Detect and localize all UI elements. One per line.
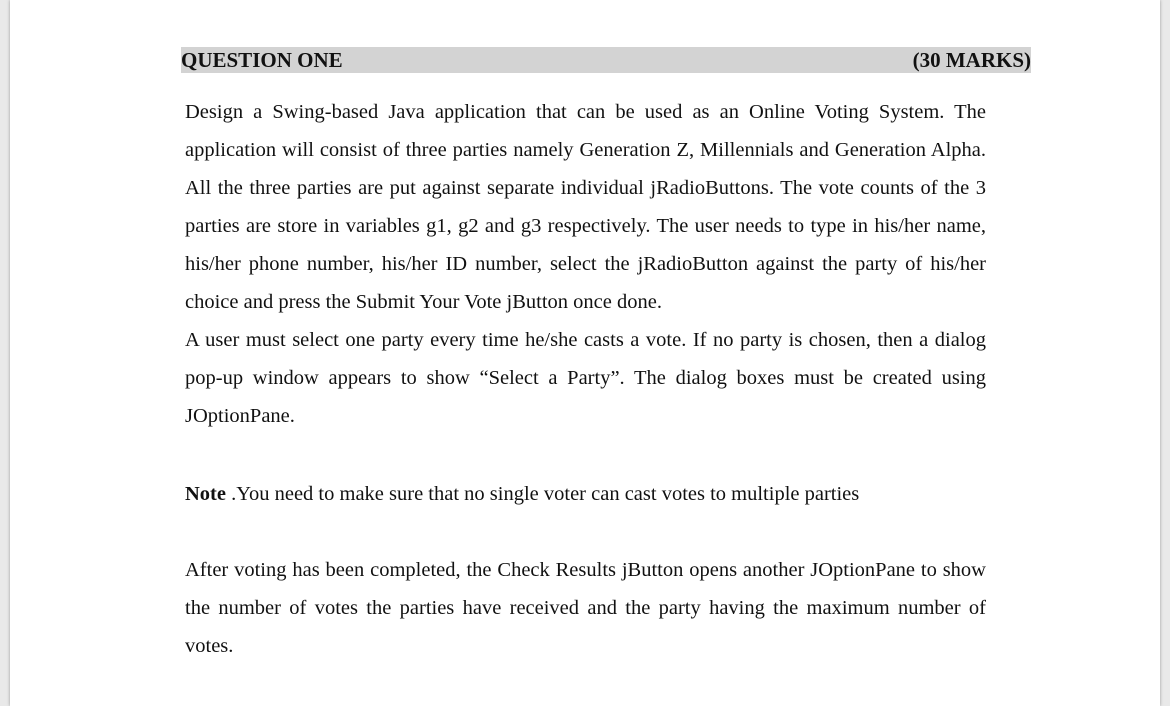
question-header [181,47,1031,73]
document-page [10,0,1160,706]
paragraph-results: After voting has been completed, the Check Results jButton opens another JOptionPane to show the number of votes the parties have received and the party having the maximum number of votes. [185,559,986,657]
note-paragraph [185,475,986,513]
question-title: QUESTION ONE [181,48,343,72]
paragraph-requirement: A user must select one party every time he/she casts a vote. If no party is chosen, then a dialog pop-up window appears to show “Select a Party”. The dialog boxes must be created using JOptionPane. [185,329,986,427]
question-marks: (30 MARKS) [912,48,1031,72]
paragraph-description: Design a Swing-based Java application that can be used as an Online Voting System. The application will consist of three parties namely Generation Z, Millennials and Generation Alpha. All the three parties are put against separate individual jRadioButtons. The vote counts of the 3 parties are store in variables g1, g2 and g3 respectively. The user needs to type in his/her name, his/her phone number, his/her ID number, select the jRadioButton against the party of his/her choice and press the Submit Your Vote jButton once done. [185,101,986,313]
note-text: .You need to make sure that no single voter can cast votes to multiple parties [225,483,860,505]
note-label: Note [185,483,226,505]
question-body [185,93,986,665]
